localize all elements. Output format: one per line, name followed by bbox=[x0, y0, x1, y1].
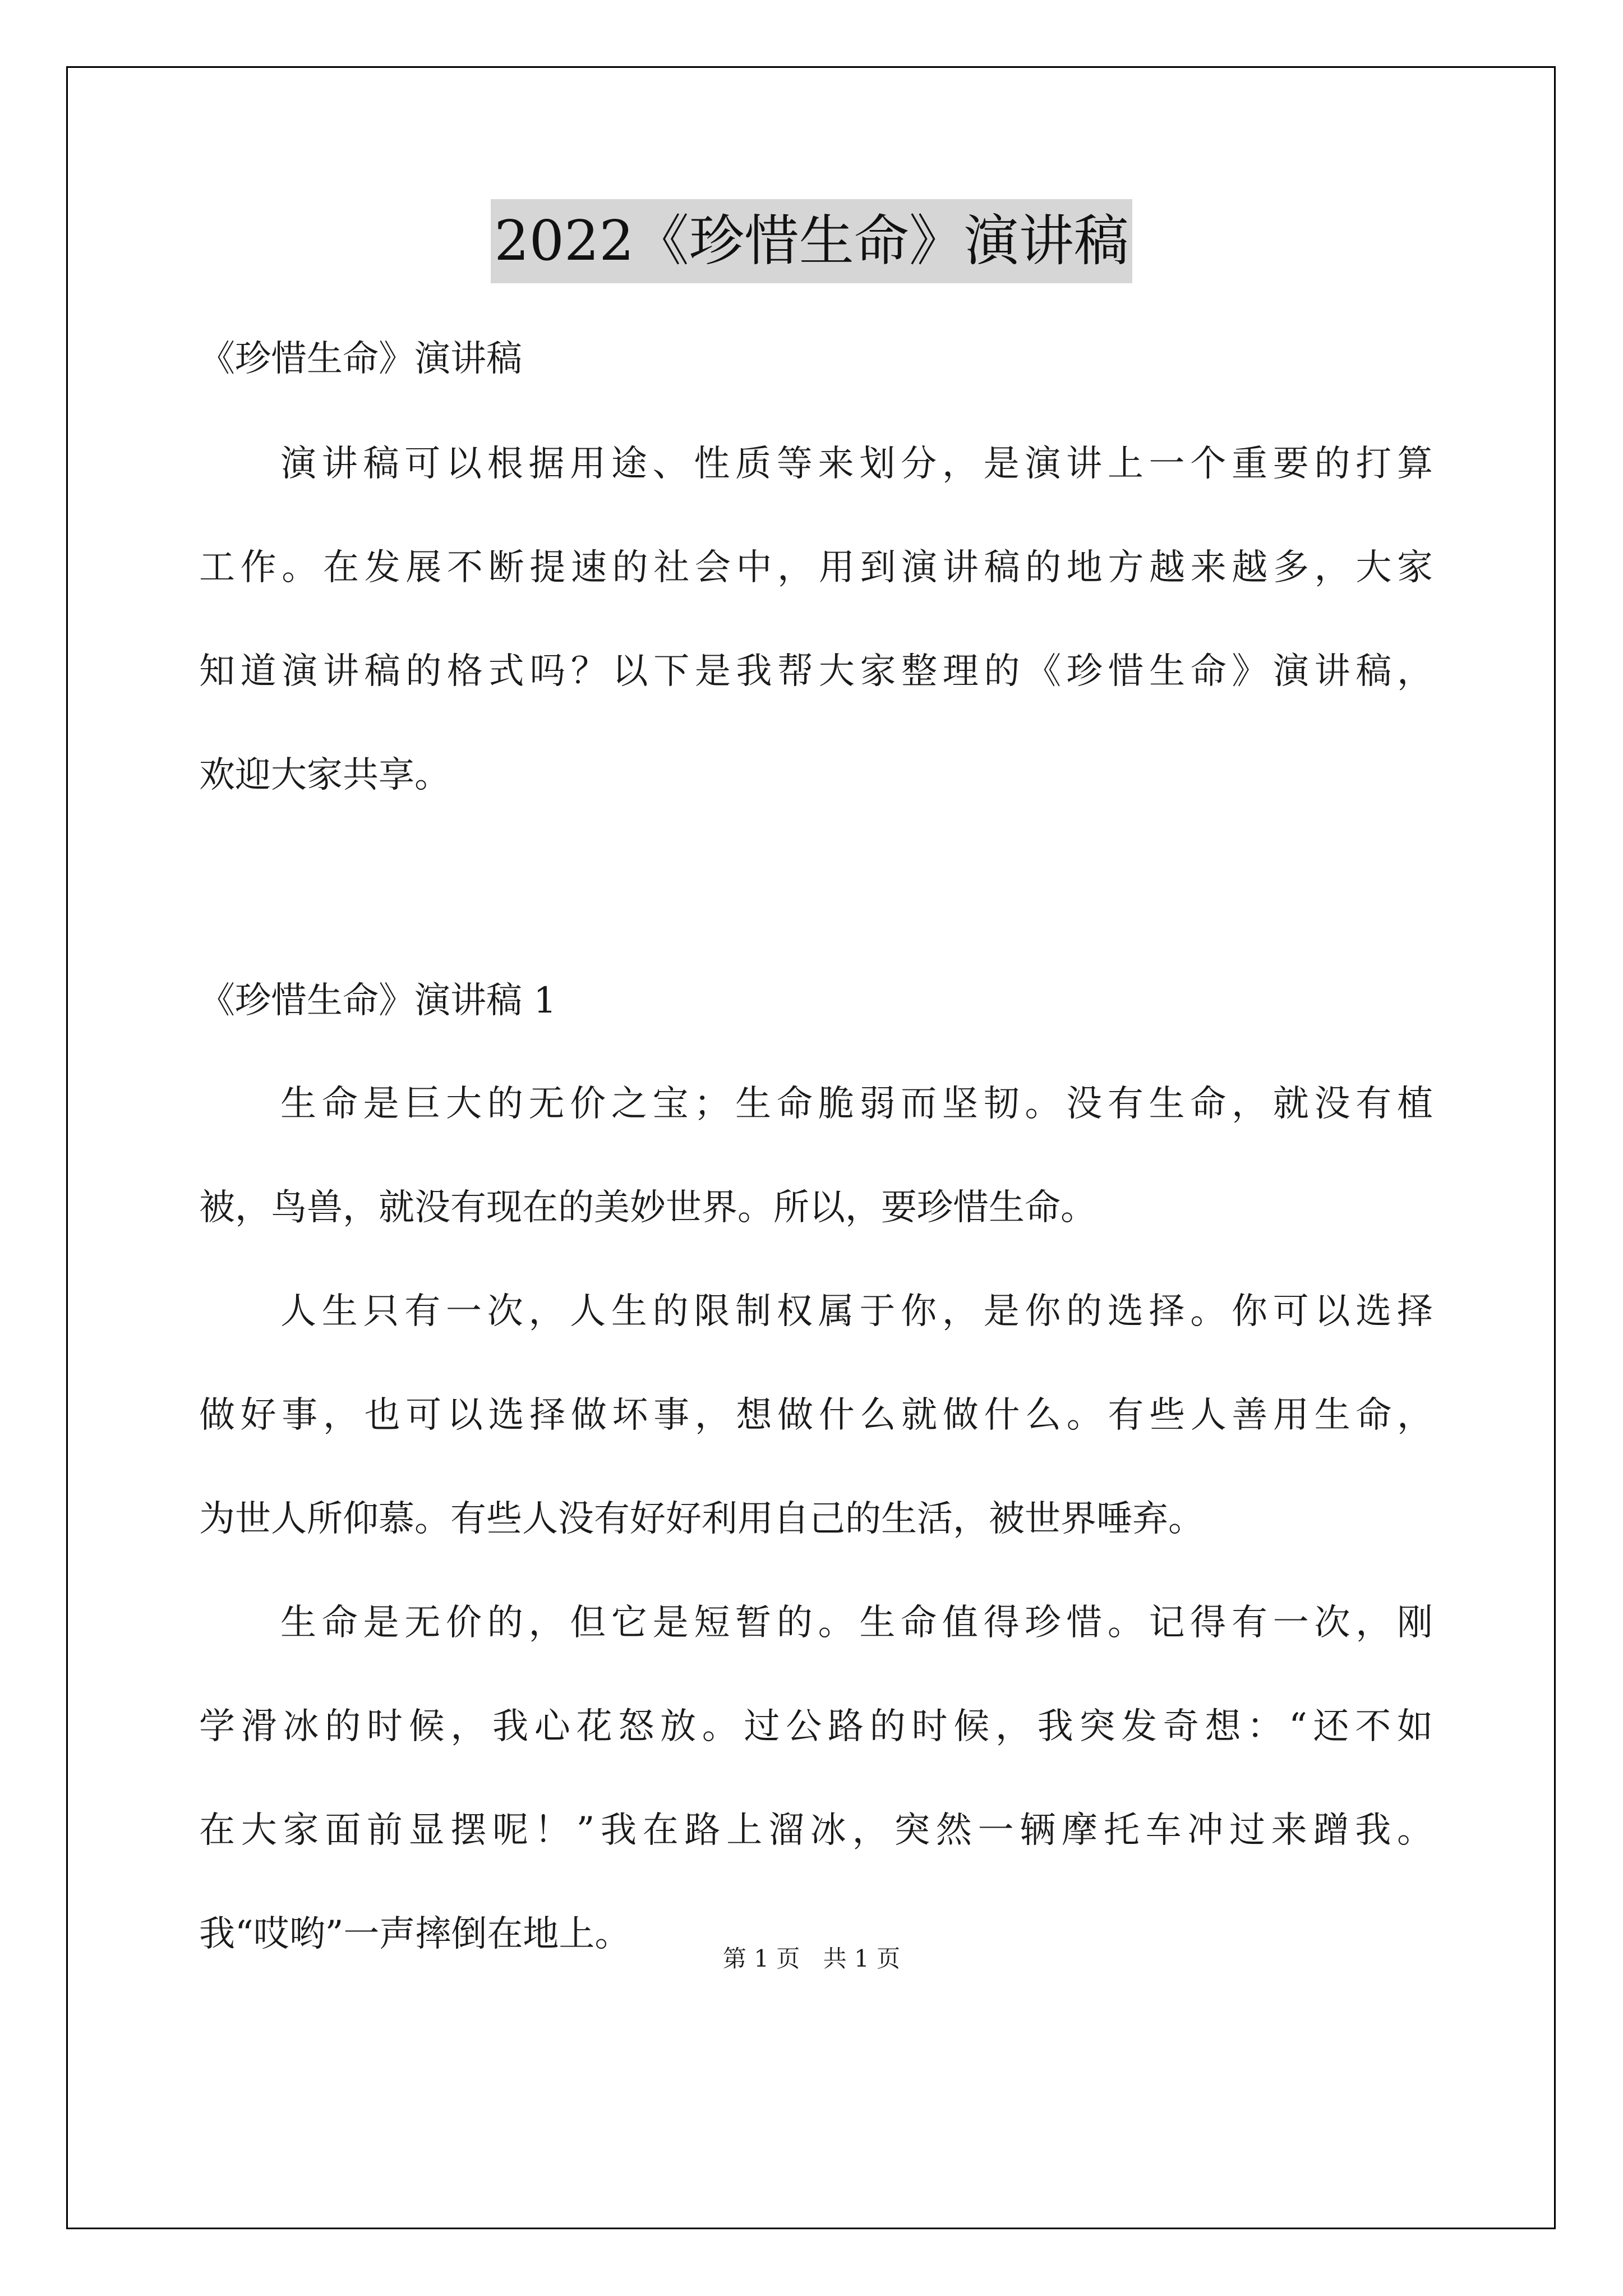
paragraph-line: 知道演讲稿的格式吗？以下是我帮大家整理的《珍惜生命》演讲稿， bbox=[199, 651, 1433, 692]
page-number: 第 1 页 bbox=[722, 1945, 800, 1972]
page-footer bbox=[0, 1942, 1623, 1976]
paragraph-line: 欢迎大家共享。 bbox=[199, 754, 450, 796]
paragraph-line: 工作。在发展不断提速的社会中，用到演讲稿的地方越来越多，大家 bbox=[199, 547, 1433, 588]
paragraph-line: 在大家面前显摆呢！”我在路上溜冰，突然一辆摩托车冲过来蹭我。 bbox=[199, 1810, 1433, 1851]
section-heading: 《珍惜生命》演讲稿 1 bbox=[199, 980, 557, 1022]
section-heading: 《珍惜生命》演讲稿 bbox=[199, 338, 522, 380]
paragraph-line: 我“哎哟”一声摔倒在地上。 bbox=[199, 1913, 631, 1955]
paragraph-line: 学滑冰的时候，我心花怒放。过公路的时候，我突发奇想：“还不如 bbox=[199, 1706, 1433, 1747]
total-pages: 共 1 页 bbox=[823, 1945, 901, 1972]
paragraph-line: 做好事，也可以选择做坏事，想做什么就做什么。有些人善用生命， bbox=[199, 1395, 1433, 1436]
paragraph-line: 人生只有一次，人生的限制权属于你，是你的选择。你可以选择 bbox=[280, 1291, 1433, 1332]
paragraph-line: 生命是无价的，但它是短暂的。生命值得珍惜。记得有一次，刚 bbox=[280, 1602, 1433, 1644]
page-border bbox=[66, 66, 1556, 2229]
paragraph-line: 被，鸟兽，就没有现在的美妙世界。所以，要珍惜生命。 bbox=[199, 1187, 1096, 1228]
document-title: 2022《珍惜生命》演讲稿 bbox=[491, 199, 1132, 283]
paragraph-line: 演讲稿可以根据用途、性质等来划分，是演讲上一个重要的打算 bbox=[280, 443, 1433, 485]
paragraph-line: 生命是巨大的无价之宝；生命脆弱而坚韧。没有生命，就没有植 bbox=[280, 1083, 1433, 1125]
title-container bbox=[0, 199, 1623, 283]
paragraph-line: 为世人所仰慕。有些人没有好好利用自己的生活，被世界唾弃。 bbox=[199, 1498, 1204, 1540]
